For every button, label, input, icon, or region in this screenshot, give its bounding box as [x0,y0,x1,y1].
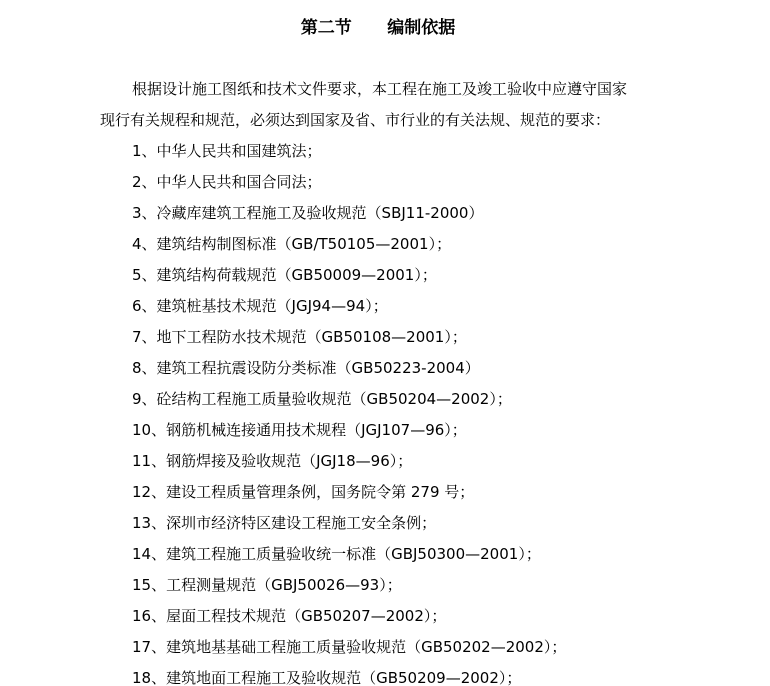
list-item: 4、建筑结构制图标准（GB/T50105—2001）； [132,235,452,253]
list-item: 3、冷藏库建筑工程施工及验收规范（SBJ11-2000） [132,204,484,222]
list-item: 7、地下工程防水技术规范（GB50108—2001）； [132,328,467,346]
list-item: 11、钢筋焊接及验收规范（JGJ18—96）； [132,452,413,470]
intro-line: 根据设计施工图纸和技术文件要求，本工程在施工及竣工验收中应遵守国家 [132,80,628,98]
list-item: 13、深圳市经济特区建设工程施工安全条例； [132,514,437,532]
list-item: 10、钢筋机械连接通用技术规程（JGJ107—96）； [132,421,467,439]
list-item: 14、建筑工程施工质量验收统一标准（GBJ50300—2001）； [132,545,541,563]
list-item: 1、中华人民共和国建筑法； [132,142,322,160]
list-item: 2、中华人民共和国合同法； [132,173,322,191]
intro-line: 现行有关规程和规范，必须达到国家及省、市行业的有关法规、规范的要求： [100,111,611,129]
standards-list [132,136,566,686]
list-item: 8、建筑工程抗震设防分类标准（GB50223-2004） [132,359,480,377]
list-item: 9、砼结构工程施工质量验收规范（GB50204—2002）； [132,390,512,408]
section-heading: 第二节 编制依据 [300,18,456,38]
list-item: 12、建设工程质量管理条例，国务院令第 279 号； [132,483,475,501]
list-item: 5、建筑结构荷载规范（GB50009—2001）； [132,266,437,284]
list-item: 16、屋面工程技术规范（GB50207—2002）； [132,607,447,625]
list-item: 17、建筑地基基础工程施工质量验收规范（GB50202—2002）； [132,638,567,656]
list-item: 6、建筑桩基技术规范（JGJ94—94）； [132,297,388,315]
list-item: 18、建筑地面工程施工及验收规范（GB50209—2002）； [132,669,522,686]
list-item: 15、工程测量规范（GBJ50026—93）； [132,576,402,594]
intro-paragraph [100,74,660,136]
